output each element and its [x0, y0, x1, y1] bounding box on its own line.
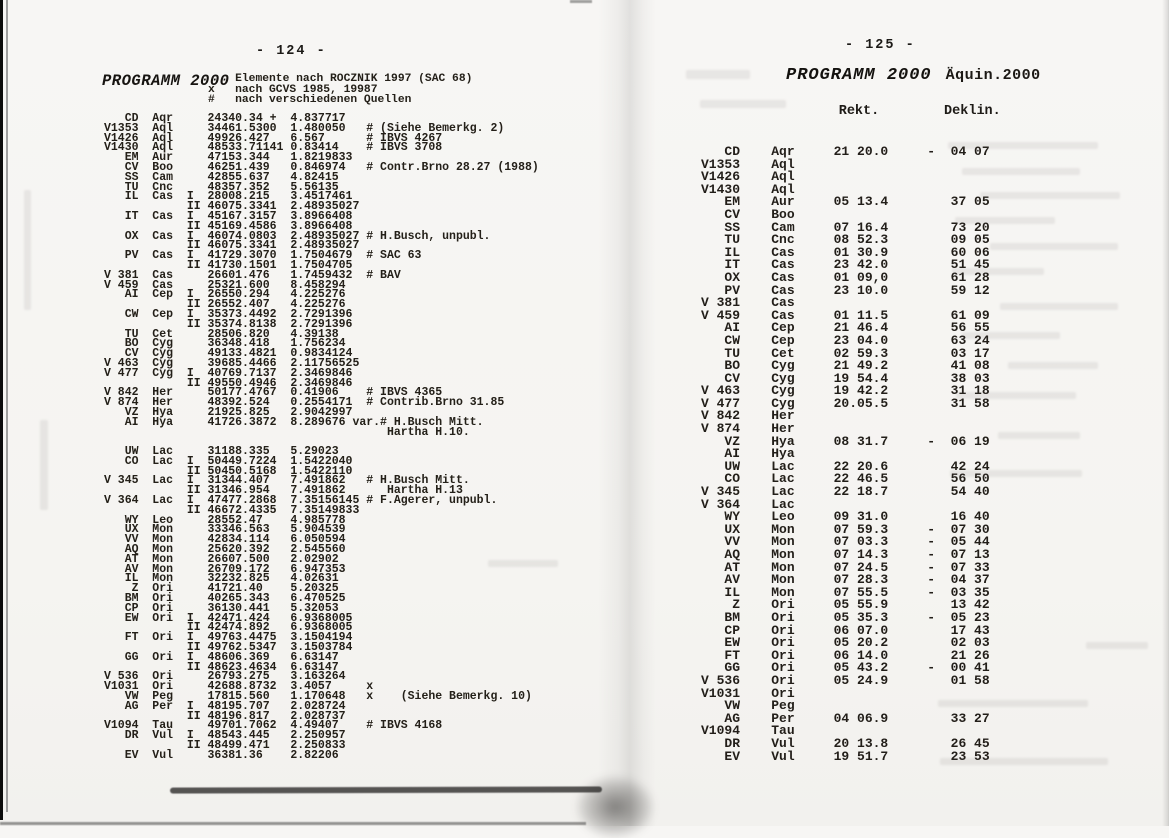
table-row: IL Cas I 28008.215 3.4517461: [104, 190, 367, 204]
table-row: II 42474.892 6.9368005: [104, 621, 367, 635]
table-row: V 345 Lac I 31344.407 7.491862 # H.Busch Mitt.: [104, 474, 470, 488]
table-row: V1353 Aql: [701, 156, 951, 172]
table-row: UW Lac 31188.335 5.29023: [104, 445, 367, 459]
table-row: IT Cas 23 42.0 51 45: [701, 257, 990, 273]
bleedthrough-artifact: [488, 560, 558, 567]
table-row: VZ Hya 08 31.7 - 06 19: [701, 433, 990, 449]
table-row: EM Aur 05 13.4 37 05: [701, 194, 990, 210]
table-row: FT Ori I 49763.4475 3.1504194: [104, 631, 367, 645]
bleedthrough-artifact: [686, 70, 750, 79]
page-number-right: - 125 -: [845, 38, 916, 53]
table-row: AI Cep 21 46.4 56 55: [701, 320, 990, 336]
table-row: AI Hya 41726.3872 8.289676 var.# H.Busch Mitt.: [104, 415, 484, 429]
table-row: V 381 Cas 26601.476 1.7459432 # BAV: [104, 268, 401, 282]
table-row: V1031 Ori: [701, 685, 951, 701]
table-row: CV Boo: [701, 206, 951, 222]
table-row: V 842 Her 50177.4767 0.41906 # IBVS 4365: [104, 386, 443, 400]
coordinates-table: [701, 146, 990, 763]
table-row: II 48196.817 2.028737: [104, 709, 367, 723]
table-row: V1426 Aql 49926.427 6.567 # IBVS 4267: [104, 131, 443, 145]
table-row: II 46672.4335 7.35149833: [104, 503, 367, 517]
table-row: x nach GCVS 1985, 19987: [208, 83, 378, 96]
bleedthrough-artifact: [938, 700, 1088, 707]
bleedthrough-artifact: [1000, 303, 1118, 310]
gutter-bottom-shadow: [576, 776, 654, 838]
table-row: V 842 Her: [701, 408, 951, 424]
table-row: II 46075.3341 2.48935027: [104, 200, 367, 214]
table-row: Hartha H.10.: [104, 425, 470, 439]
table-row: V 364 Lac I 47477.2868 7.35156145 # F.Agerer, unpubl.: [104, 494, 498, 508]
table-row: CP Ori 36130.441 5.32053: [104, 601, 367, 615]
table-row: DR Vul 20 13.8 26 45: [701, 735, 990, 751]
program-title-right: PROGRAMM 2000: [786, 66, 932, 85]
table-row: WY Leo 09 31.0 16 40: [701, 509, 990, 525]
table-row: V 459 Cas 25321.600 8.458294: [104, 278, 367, 292]
table-row: V 536 Ori 26793.275 3.163264: [104, 670, 367, 684]
table-row: CD Aqr 24340.34 + 4.837717: [104, 112, 367, 125]
table-row: V 874 Her: [701, 421, 951, 437]
table-row: WY Leo 28552.47 4.985778: [104, 513, 367, 527]
table-row: II 50450.5168 1.5422110: [104, 464, 367, 478]
bleedthrough-artifact: [952, 268, 1044, 275]
table-row: VV Mon 07 03.3 - 05 44: [701, 534, 990, 550]
table-row: V 459 Cas 01 11.5 61 09: [701, 307, 990, 323]
equinox-subtitle: Äquin.2000: [945, 67, 1041, 84]
table-row: OX Cas I 46074.0803 2.48935027 # H.Busch, unpubl.: [104, 229, 491, 243]
table-row: V 364 Lac: [701, 496, 951, 512]
bleedthrough-artifact: [990, 243, 1118, 250]
table-row: VW Peg: [701, 698, 951, 714]
table-row: EW Ori I 42471.424 6.9368005: [104, 611, 367, 625]
table-row: AV Mon 26709.172 6.947353: [104, 562, 367, 576]
table-row: II 49550.4946 2.3469846: [104, 376, 367, 390]
table-row: CV Cyg 49133.4821 0.9834124: [104, 347, 367, 361]
table-row: CW Cep I 35373.4492 2.7291396: [104, 307, 367, 321]
bleedthrough-artifact: [940, 758, 1108, 765]
table-row: Z Ori 41721.40 5.20325: [104, 582, 367, 596]
bleedthrough-artifact: [700, 100, 786, 108]
table-row: CW Cep 23 04.0 63 24: [701, 332, 990, 348]
table-row: II 41730.1501 1.7504705: [104, 258, 367, 272]
table-row: V 381 Cas: [701, 295, 951, 311]
table-row: UW Lac 22 20.6 42 24: [701, 458, 990, 474]
scan-right-edge-shade: [1162, 0, 1169, 826]
table-row: BO Cyg 36348.418 1.756234: [104, 337, 367, 351]
bleedthrough-artifact: [948, 142, 1098, 149]
table-row: II 31346.954 7.491862 Hartha H.13: [104, 484, 463, 498]
bleedthrough-artifact: [962, 168, 1080, 175]
table-row: # nach verschiedenen Quellen: [208, 94, 412, 107]
table-row: CO Lac I 50449.7224 1.5422040: [104, 454, 367, 468]
table-row: BO Cyg 21 49.2 41 08: [701, 358, 990, 374]
table-row: V1430 Aql 48533.71141 0.83414 # IBVS 3708: [104, 141, 443, 155]
table-row: CD Aqr 21 20.0 - 04 07: [701, 144, 990, 159]
table-row: VV Mon 42834.114 6.050594: [104, 533, 367, 547]
scan-bottom-edge-line: [0, 822, 586, 825]
table-row: AI Cep I 26550.294 4.225276: [104, 288, 367, 302]
table-row: AQ Mon 07 14.3 - 07 13: [701, 547, 990, 562]
table-row: PV Cas I 41729.3070 1.7504679 # SAC 63: [104, 249, 422, 263]
table-row: PV Cas 23 10.0 59 12: [701, 282, 990, 298]
table-row: AG Per I 48195.707 2.028724: [104, 699, 367, 713]
scan-left-edge-gray-strip: [6, 0, 8, 812]
program-title-right-block: [786, 66, 1041, 85]
table-row: Elemente nach ROCZNIK 1997 (SAC 68): [208, 73, 473, 85]
table-row: UX Mon 33346.563 5.904539: [104, 523, 367, 537]
table-row: EV Vul 19 51.7 23 53: [701, 748, 990, 764]
bleedthrough-artifact: [24, 190, 31, 310]
page-gutter-shadow: [598, 0, 656, 826]
table-row: EW Ori 05 20.2 02 03: [701, 635, 990, 651]
table-row: AG Per 04 06.9 33 27: [701, 710, 990, 726]
table-row: EM Aur 47153.344 1.8219833: [104, 151, 367, 165]
elements-legend: [208, 74, 472, 106]
table-row: V1094 Tau 49701.7062 4.49407 # IBVS 4168: [104, 719, 443, 733]
scan-top-notch: [570, 0, 592, 3]
table-row: CV Boo 46251.439 0.846974 # Contr.Brno 28.27 (1988): [104, 160, 539, 174]
scan-left-edge-black-strip: [0, 0, 3, 820]
table-row: CO Lac 22 46.5 56 50: [701, 471, 990, 487]
bleedthrough-artifact: [980, 192, 1120, 199]
table-row: II 45169.4586 3.8966408: [104, 219, 367, 233]
table-row: TU Cnc 08 52.3 09 05: [701, 232, 990, 248]
table-row: V 463 Cyg 39685.4466 2.11756525: [104, 356, 367, 370]
table-row: GG Ori 05 43.2 - 00 41: [701, 660, 990, 676]
page-right: [640, 0, 1169, 826]
table-row: II 26552.407 4.225276: [104, 298, 367, 312]
table-row: UX Mon 07 59.3 - 07 30: [701, 521, 990, 537]
table-row: Z Ori 05 55.9 13 42: [701, 597, 990, 613]
table-row: DR Vul I 48543.445 2.250957: [104, 729, 367, 743]
scan-bottom-shadow: [170, 786, 602, 793]
table-row: AV Mon 07 28.3 - 04 37: [701, 572, 990, 588]
bleedthrough-artifact: [956, 392, 1076, 399]
table-row: SS Cam 42855.637 4.82415: [104, 170, 367, 184]
table-row: V 463 Cyg 19 42.2 31 18: [701, 383, 990, 399]
table-row: II 49762.5347 3.1503784: [104, 641, 367, 655]
table-row: IL Mon 07 55.5 - 03 35: [701, 584, 990, 600]
table-row: IL Cas 01 30.9 60 06: [701, 244, 990, 260]
table-row: II 35374.8138 2.7291396: [104, 317, 367, 331]
table-row: CP Ori 06 07.0 17 43: [701, 622, 990, 638]
table-row: GG Ori I 48606.369 6.63147: [104, 650, 367, 664]
table-row: V1031 Ori 42688.8732 3.4057 x: [104, 680, 381, 694]
elements-table: [104, 114, 539, 761]
table-row: SS Cam 07 16.4 73 20: [701, 219, 990, 235]
table-row: V1353 Aql 34461.5300 1.480050 # (Siehe Bemerkg. 2): [104, 121, 505, 135]
table-row: IL Mon 32232.825 4.02631: [104, 572, 367, 586]
table-row: V 874 Her 48392.524 0.2554171 # Contrib.Brno 31.85: [104, 396, 505, 410]
table-row: V1430 Aql: [701, 181, 951, 197]
table-row: OX Cas 01 09,0 61 28: [701, 269, 990, 285]
table-row: V 477 Cyg I 40769.7137 2.3469846: [104, 366, 367, 380]
table-row: VW Peg 17815.560 1.170648 x (Siehe Bemerkg. 10): [104, 690, 532, 704]
table-row: BM Ori 40265.343 6.470525: [104, 592, 367, 606]
coordinate-column-headers: Rekt. Deklin.: [701, 104, 1001, 119]
bleedthrough-artifact: [1086, 642, 1148, 649]
table-row: TU Cet 28506.820 4.39138: [104, 327, 367, 341]
table-row: EV Vul 36381.36 2.82206: [104, 748, 367, 762]
table-row: V 536 Ori 05 24.9 01 58: [701, 672, 990, 688]
table-row: VZ Hya 21925.825 2.9042997: [104, 405, 367, 419]
table-row: V1426 Aql: [701, 169, 951, 185]
table-row: TU Cnc 48357.352 5.56135: [104, 180, 367, 194]
bleedthrough-artifact: [955, 217, 1055, 224]
bleedthrough-artifact: [962, 332, 1060, 339]
table-row: AQ Mon 25620.392 2.545560: [104, 543, 367, 557]
bleedthrough-artifact: [998, 432, 1080, 439]
bleedthrough-artifact: [40, 420, 48, 510]
table-row: II 48499.471 2.250833: [104, 739, 367, 752]
table-row: AI Hya: [701, 446, 951, 462]
bleedthrough-artifact: [1008, 362, 1098, 369]
table-row: BM Ori 05 35.3 - 05 23: [701, 609, 990, 625]
table-row: CV Cyg 19 54.4 38 03: [701, 370, 990, 386]
table-row: FT Ori 06 14.0 21 26: [701, 647, 990, 663]
table-row: AT Mon 26607.500 2.02902: [104, 552, 367, 566]
table-row: TU Cet 02 59.3 03 17: [701, 345, 990, 361]
table-row: V1094 Tau: [701, 723, 951, 739]
table-row: AT Mon 07 24.5 - 07 33: [701, 559, 990, 575]
bleedthrough-artifact: [950, 470, 1082, 477]
table-row: V 477 Cyg 20.05.5 31 58: [701, 395, 990, 411]
table-row: IT Cas I 45167.3157 3.8966408: [104, 209, 367, 223]
program-title-left: PROGRAMM 2000: [102, 72, 230, 90]
table-row: II 48623.4634 6.63147: [104, 660, 367, 674]
table-row: II 46075.3341 2.48935027: [104, 239, 367, 253]
table-row: V 345 Lac 22 18.7 54 40: [701, 484, 990, 500]
page-number-left: - 124 -: [256, 44, 327, 59]
